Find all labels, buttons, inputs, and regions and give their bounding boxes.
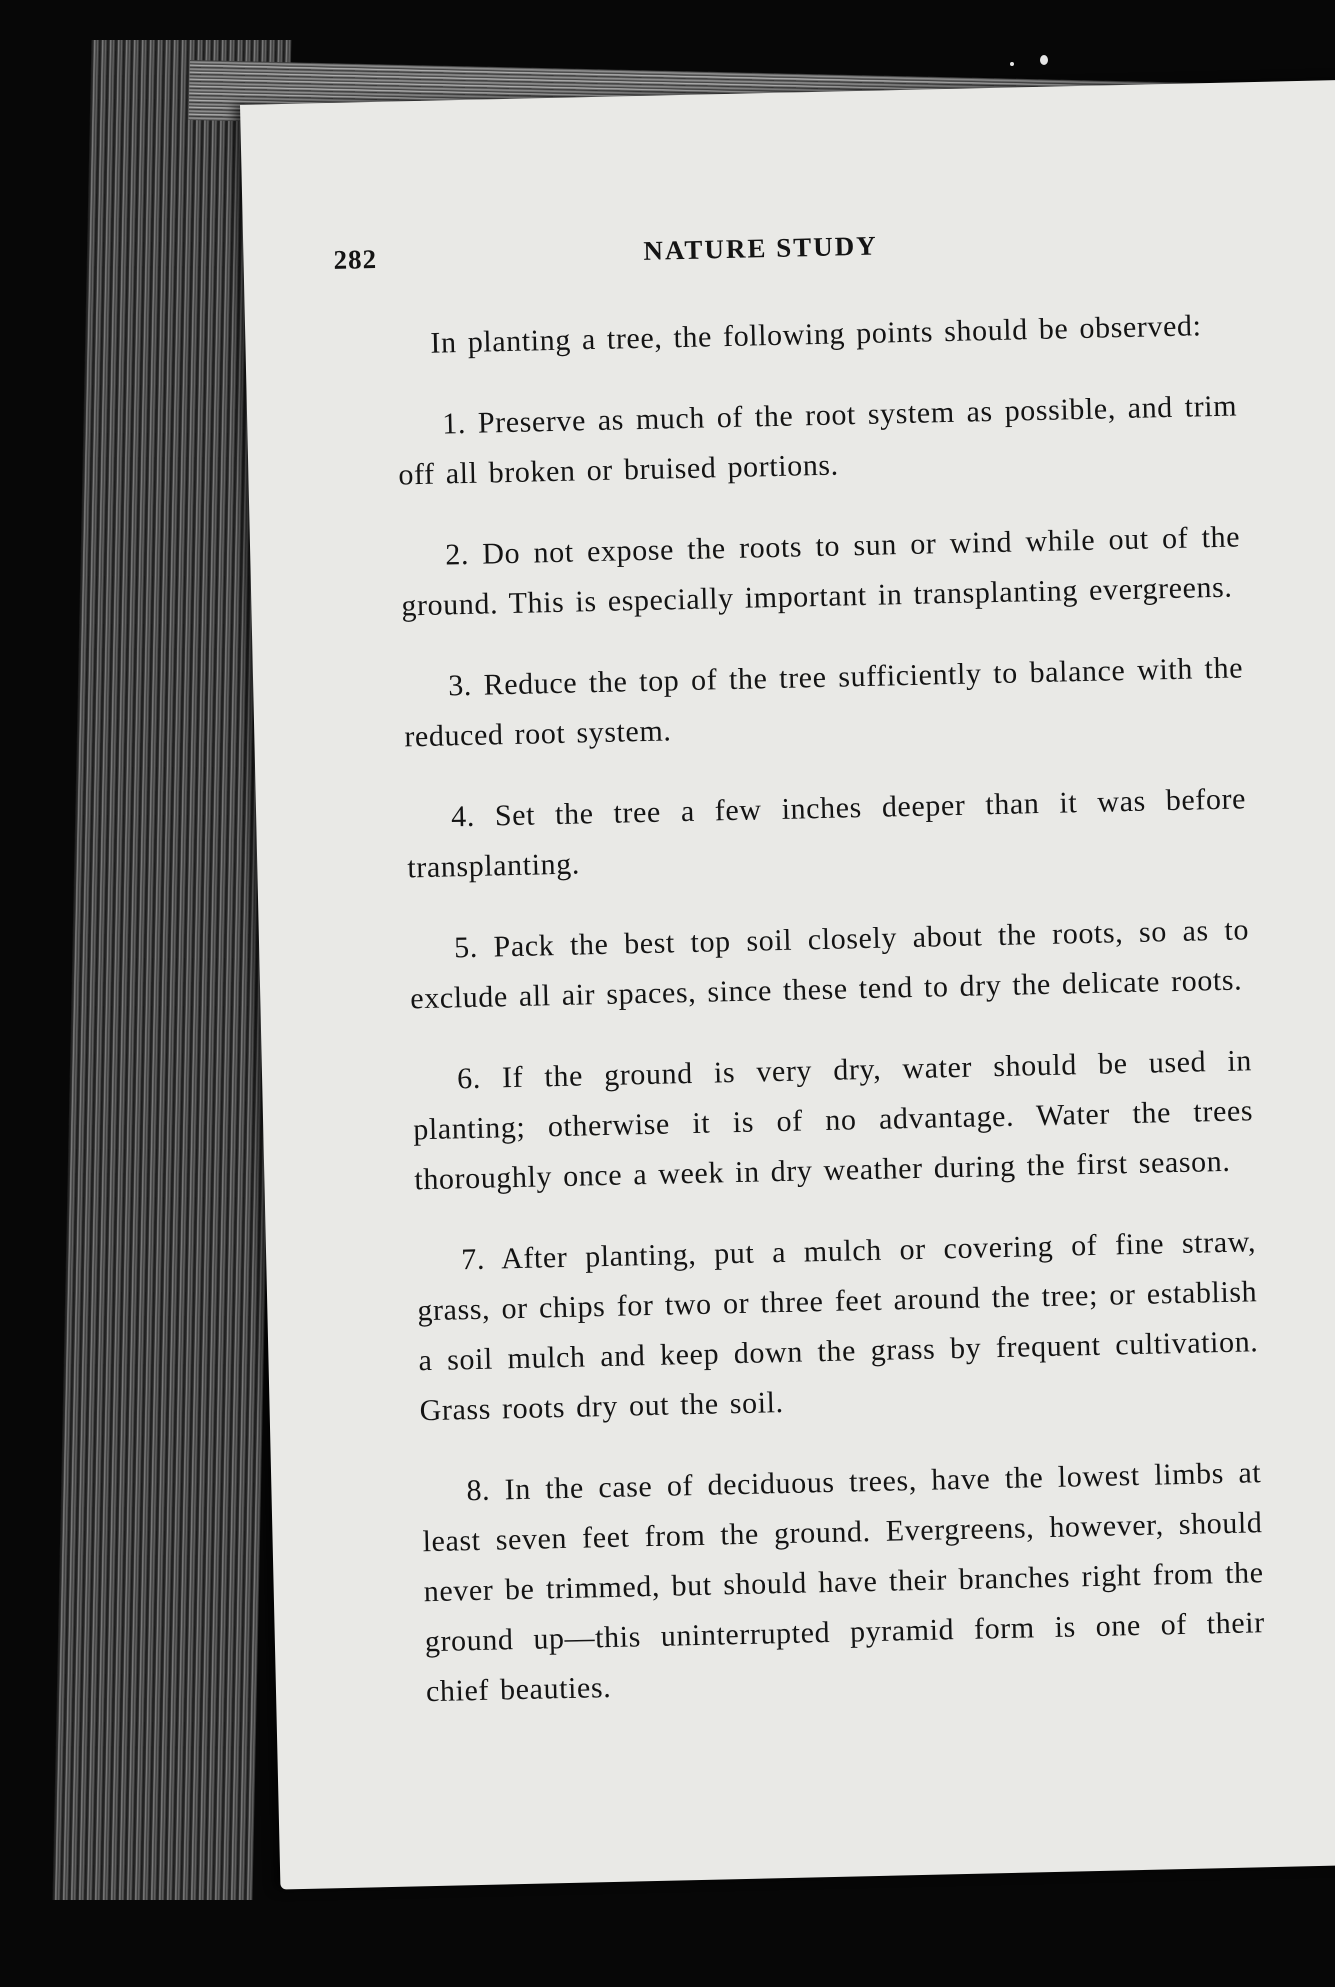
paragraph-point-2: 2. Do not expose the roots to sun or wind while out of the ground. This is especially important in transplanting evergreens. [401, 520, 1241, 623]
running-head-title: NATURE STUDY [643, 230, 878, 266]
paragraph-point-3: 3. Reduce the top of the tree sufficiently to balance with the reduced root system. [404, 651, 1244, 754]
running-head [333, 223, 1234, 282]
page-number: 282 [333, 243, 378, 275]
paragraph-point-4: 4. Set the tree a few inches deeper than it was before transplanting. [406, 782, 1247, 885]
paragraph-point-7: 7. After planting, put a mulch or covering of fine straw, grass, or chips for two or three feet around the tree; or establish a soil mulch and keep down the grass by frequent cultivation. Grass roots dry out the soil. [417, 1225, 1259, 1428]
dust-speck [1010, 62, 1014, 66]
page-content [333, 223, 1267, 1749]
paragraph-point-6: 6. If the ground is very dry, water should be used in planting; otherwise it is of no advantage. Water the trees thoroughly once a week in dry weather during the first season. [412, 1044, 1254, 1197]
paragraph-point-5: 5. Pack the best top soil closely about the roots, so as to exclude all air spaces, since these tend to dry the delicate roots. [409, 913, 1250, 1016]
paragraph-point-1: 1. Preserve as much of the root system as possible, and trim off all broken or bruised portions. [398, 389, 1238, 492]
paragraph-point-8: 8. In the case of deciduous trees, have the lowest limbs at least seven feet from the ground. Evergreens, however, should never be trimmed, but should have their branches right from the ground up—this uninterrupted pyramid form is one of their chief beauties. [422, 1456, 1266, 1709]
paragraph-intro: In planting a tree, the following points should be observed: [430, 309, 1202, 360]
dust-speck [1040, 55, 1048, 65]
book-page [240, 80, 1335, 1890]
